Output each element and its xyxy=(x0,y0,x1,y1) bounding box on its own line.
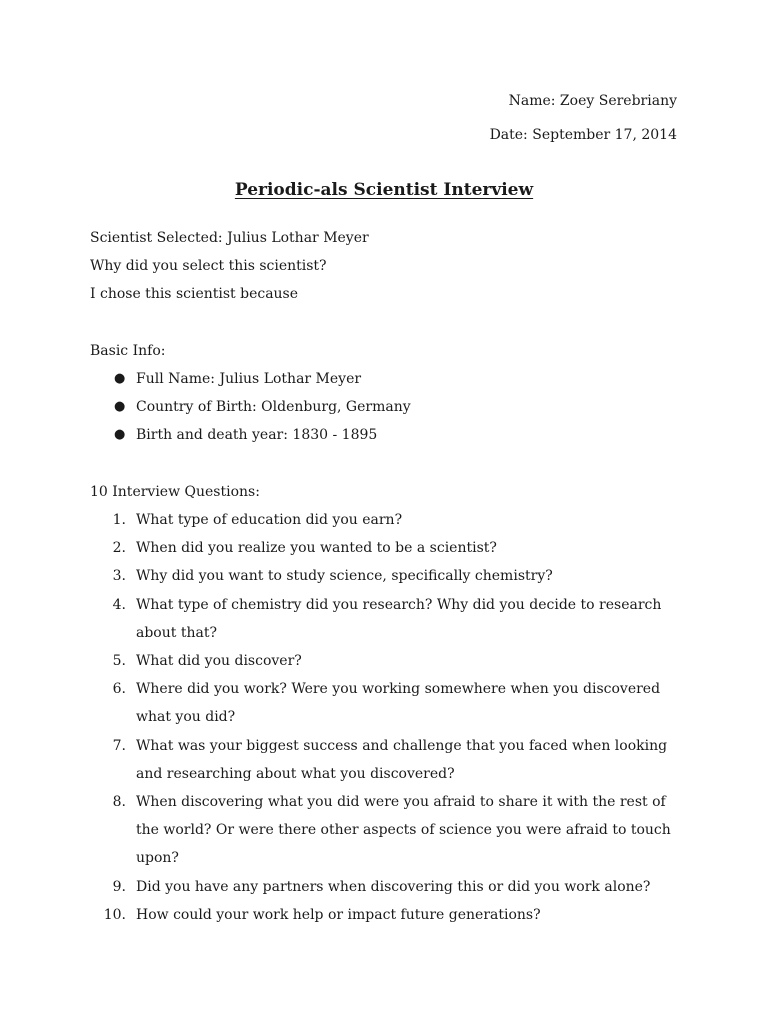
basic-info-list xyxy=(90,365,690,450)
question-text: What type of education did you earn? xyxy=(136,512,403,528)
question-item xyxy=(90,506,676,534)
question-item xyxy=(90,901,676,929)
question-text: Did you have any partners when discovering this or did you work alone? xyxy=(136,878,651,895)
question-text: What type of chemistry did you research? Why did you decide to research about that? xyxy=(136,596,662,641)
question-item xyxy=(90,732,676,788)
question-item xyxy=(90,591,676,647)
question-item xyxy=(90,873,676,901)
document-body xyxy=(90,224,690,929)
assignment-date: Date: September 17, 2014 xyxy=(489,127,677,143)
question-text: When discovering what you did were you afraid to share it with the rest of the world? Or were there other aspects of science you were afraid to touch upon? xyxy=(136,794,671,867)
question-text: When did you realize you wanted to be a scientist? xyxy=(136,540,497,557)
question-number: 6. xyxy=(112,681,126,698)
basic-info-item xyxy=(114,421,690,449)
question-number: 7. xyxy=(112,737,126,754)
question-number: 4. xyxy=(112,596,126,613)
question-item xyxy=(90,647,676,675)
question-item xyxy=(90,675,676,731)
question-number: 8. xyxy=(112,794,126,811)
why-answer: I chose this scientist because xyxy=(90,286,299,303)
question-text: Where did you work? Were you working somewhere when you discovered what you did? xyxy=(136,681,661,726)
question-text: What did you discover? xyxy=(136,653,302,670)
why-question: Why did you select this scientist? xyxy=(90,258,327,275)
question-number: 9. xyxy=(112,878,126,895)
basic-info-item xyxy=(114,365,690,393)
question-number: 10. xyxy=(103,906,126,923)
interview-heading: 10 Interview Questions: xyxy=(90,483,260,500)
spacer xyxy=(90,309,690,337)
basic-info-heading: Basic Info: xyxy=(90,342,166,359)
document-title: Periodic-als Scientist Interview xyxy=(234,180,534,200)
interview-questions-list xyxy=(90,506,690,929)
question-text: What was your biggest success and challenge that you faced when looking and researching about what you discovered? xyxy=(136,737,668,782)
bullet-icon: ● xyxy=(114,371,126,386)
question-number: 2. xyxy=(112,540,126,557)
question-number: 1. xyxy=(112,512,126,528)
student-name: Name: Zoey Serebriany xyxy=(508,93,677,109)
bullet-icon: ● xyxy=(114,427,126,443)
bullet-icon: ● xyxy=(114,399,126,415)
basic-info-text: Country of Birth: Oldenburg, Germany xyxy=(136,399,411,416)
question-item xyxy=(90,788,676,873)
question-item xyxy=(90,562,676,590)
basic-info-text: Birth and death year: 1830 - 1895 xyxy=(136,427,378,444)
basic-info-item xyxy=(114,393,690,421)
question-item xyxy=(90,534,676,562)
scientist-selected: Scientist Selected: Julius Lothar Meyer xyxy=(90,230,369,246)
question-number: 5. xyxy=(112,653,126,670)
question-text: How could your work help or impact future generations? xyxy=(136,906,541,923)
spacer xyxy=(90,450,690,478)
basic-info-text: Full Name: Julius Lothar Meyer xyxy=(136,371,362,387)
question-number: 3. xyxy=(112,568,126,585)
question-text: Why did you want to study science, specifically chemistry? xyxy=(136,568,553,585)
